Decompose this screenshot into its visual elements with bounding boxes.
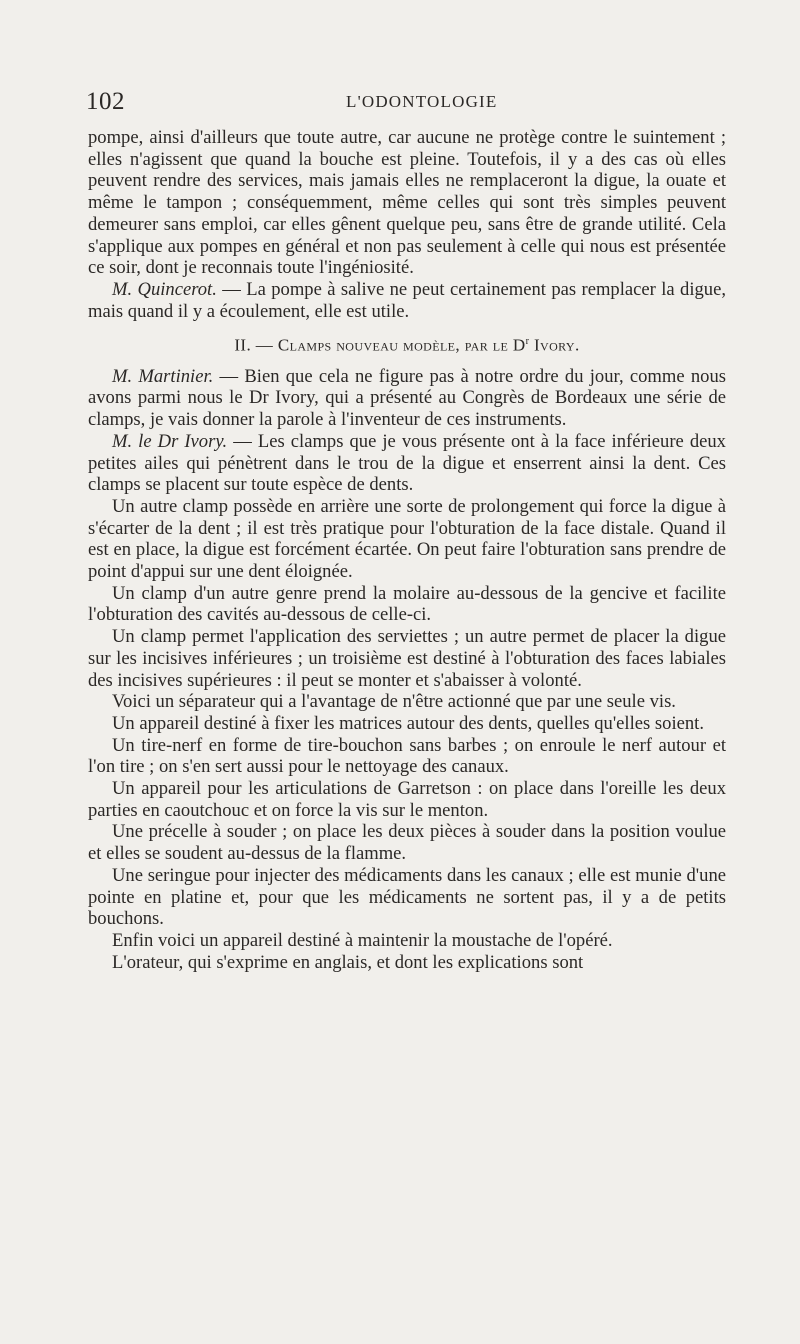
section-heading (88, 331, 726, 356)
running-title: L'ODONTOLOGIE (346, 92, 498, 111)
page-number: 102 (86, 88, 125, 115)
paragraph: Enfin voici un appareil destiné à maintenir la moustache de l'opéré. (112, 929, 613, 951)
paragraph: Une précelle à souder ; on place les deux pièces à souder dans la position voulue et elles se soudent au-dessus de la flamme. (88, 821, 726, 865)
paragraph: Un clamp d'un autre genre prend la molaire au-dessous de la gencive et facilite l'obturation des cavités au-dessous de celle-ci. (88, 582, 726, 626)
paragraph-text: — Les clamps que je vous présente ont à la face inférieure deux petites ailes qui pénètrent dans le trou de la digue et enserrent ainsi la dent. Ces clamps se placent sur toute espèce de dents. (88, 430, 726, 496)
paragraph-text: — La pompe à salive ne peut certainement pas remplacer la digue, mais quand il y a écoulement, elle est utile. (88, 278, 726, 322)
speaker-name: M. Quincerot. (112, 278, 217, 300)
paragraph: pompe, ainsi d'ailleurs que toute autre, car aucune ne protège contre le suintement ; elles n'agissent que quand la bouche est pleine. Toutefois, il y a des cas où elles peuvent rendre des services, mais jamais elles ne remplaceront la digue, la ouate et même le tampon ; conséquemment, même celles qui sont très simples peuvent demeurer sans emploi, car elles gênent quelque peu, sans être de grande utilité. Cela s'applique aux pompes en général et non pas seulement à celle qui nous est présentée ce soir, dont je reconnais toute l'ingéniosité. (88, 127, 726, 279)
paragraph (88, 431, 726, 496)
body-text (88, 127, 726, 973)
paragraph: Un appareil destiné à fixer les matrices autour des dents, quelles qu'elles soient. (112, 712, 704, 734)
section-title: Clamps nouveau modèle, par le D (277, 335, 526, 355)
paragraph: Un tire-nerf en forme de tire-bouchon sans barbes ; on enroule le nerf autour et l'on tire ; on s'en sert aussi pour le nettoyage des canaux. (88, 734, 726, 778)
paragraph: Une seringue pour injecter des médicaments dans les canaux ; elle est munie d'une pointe en platine et, pour que les médicaments ne sortent pas, il y a de petits bouchons. (88, 864, 726, 930)
paragraph: L'orateur, qui s'exprime en anglais, et dont les explications sont (112, 951, 584, 973)
section-number: II. — (234, 335, 278, 355)
paragraph: Voici un séparateur qui a l'avantage de n'être actionné que par une seule vis. (112, 691, 676, 713)
paragraph: Un appareil pour les articulations de Garretson : on place dans l'oreille les deux parties en caoutchouc et on force la vis sur le menton. (88, 778, 726, 821)
paragraph-text: — Bien que cela ne figure pas à notre ordre du jour, comme nous avons parmi nous le Dr Ivory, qui a présenté au Congrès de Bordeaux une série de clamps, je vais donner la parole à l'inventeur de ces instruments. (88, 365, 726, 431)
page-header (86, 88, 726, 118)
speaker-name: M. le Dr Ivory. (112, 430, 228, 452)
section-title-sup: r (525, 336, 530, 348)
section-title-end: Ivory. (529, 335, 580, 355)
paragraph: Un clamp permet l'application des serviettes ; un autre permet de placer la digue sur les incisives inférieures ; un troisième est destiné à l'obturation des faces labiales des incisives supérieures : il peut se monter et s'abaisser à volonté. (88, 626, 726, 691)
paragraph: Un autre clamp possède en arrière une sorte de prolongement qui force la digue à s'écarter de la dent ; il est très pratique pour l'obturation de la face distale. Quand il est en place, la digue est forcément écartée. On peut faire l'obturation sans prendre de point d'appui sur une dent éloignée. (88, 495, 726, 583)
speaker-name: M. Martinier. (112, 365, 214, 387)
paragraph (88, 366, 726, 431)
paragraph (88, 279, 726, 322)
